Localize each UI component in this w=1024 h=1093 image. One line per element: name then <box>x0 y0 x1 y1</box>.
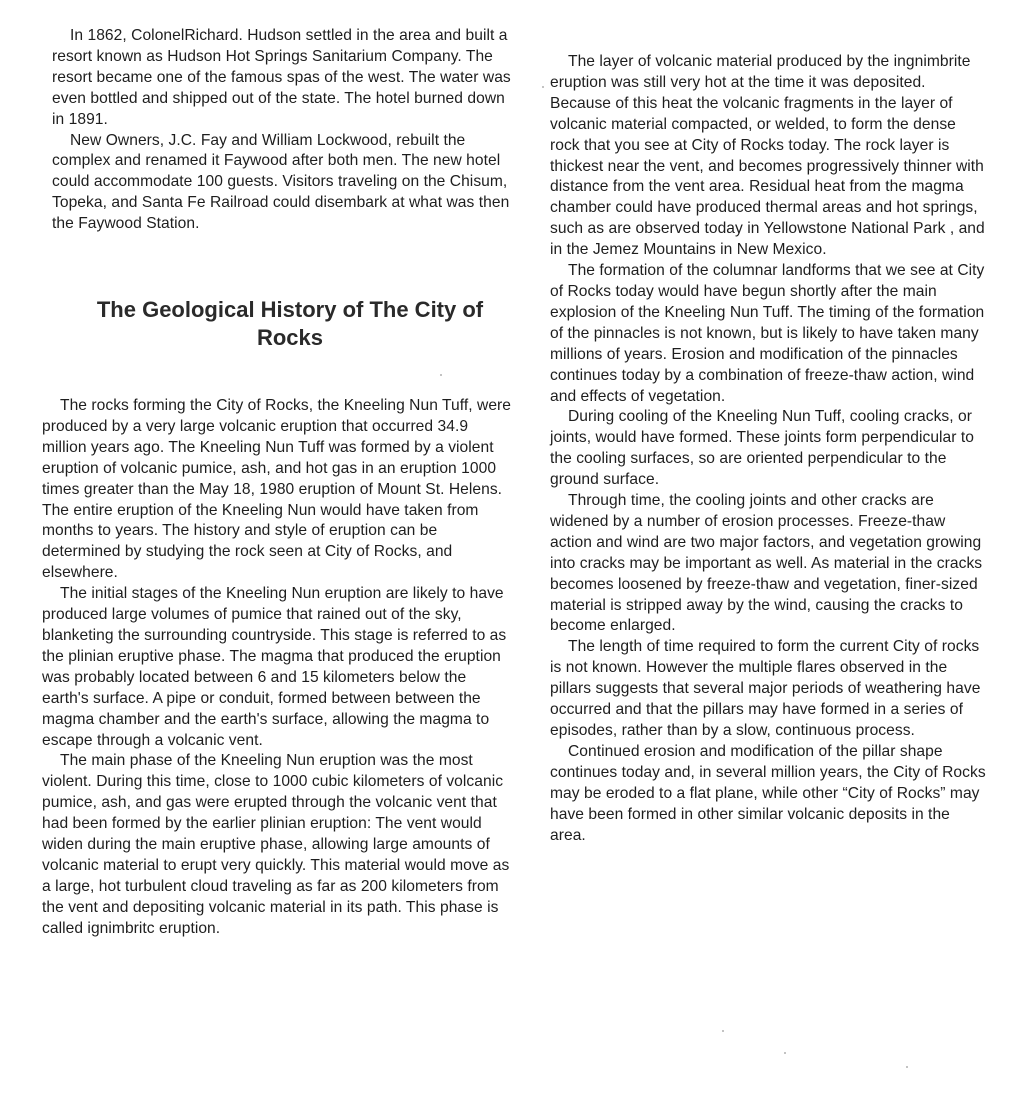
scan-speck <box>906 1066 908 1068</box>
geology-paragraph-5: The formation of the columnar landforms that we see at City of Rocks today would have begun shortly after the main explosion of the Kneeling Nun Tuff. The timing of the formation of the pinnacles is not known, but is likely to have taken many millions of years. Erosion and modification of the pinnacles continues today by a combination of freeze-thaw action, wind and effects of vegetation. <box>550 262 985 405</box>
geology-paragraph-4: The layer of volcanic material produced by the ingnimbrite eruption was still very hot at the time it was deposited. Because of this heat the volcanic fragments in the layer of volcanic material compacted, or welded, to form the dense rock that you see at City of Rocks today. The rock layer is thickest near the vent, and becomes progressively thinner with distance from the vent area. Residual heat from the magma chamber could have produced thermal areas and hot springs, such as are observed today in Yellowstone National Park , and in the Jemez Mountains in New Mexico. <box>550 53 985 259</box>
geology-paragraph-1: The rocks forming the City of Rocks, the Kneeling Nun Tuff, were produced by a very large volcanic eruption that occurred 34.9 million years ago. The Kneeling Nun Tuff was formed by a violent eruption of volcanic pumice, ash, and hot gas in an eruption 1000 times greater than the May 18, 1980 eruption of Mount St. Helens. The entire eruption of the Kneeling Nun would have taken from months to years. The history and style of eruption can be determined by studying the rock seen at City of Rocks, and elsewhere. <box>42 397 512 582</box>
geology-paragraph-9: Continued erosion and modification of the pillar shape continues today and, in several million years, the City of Rocks may be eroded to a flat plane, while other “City of Rocks” may have been formed in other similar volcanic deposits in the area. <box>550 742 986 844</box>
history-section <box>52 26 514 235</box>
geology-paragraph-7: Through time, the cooling joints and other cracks are widened by a number of erosion processes. Freeze-thaw action and wind are two major factors, and vegetation growing into cracks may be important as well. As material in the cracks becomes loosened by freeze-thaw and vegetation, finer-sized material is stripped away by the wind, causing the cracks to become enlarged. <box>550 492 983 635</box>
scan-speck <box>784 1052 786 1054</box>
scan-speck <box>722 1030 724 1032</box>
section-heading: The Geological History of The City of Rocks <box>96 297 484 350</box>
history-paragraph-1: In 1862, ColonelRichard. Hudson settled in the area and built a resort known as Hudson Hot Springs Sanitarium Company. The resort became one of the famous spas of the west. The water was even bottled and shipped out of the state. The hotel burned down in 1891. <box>52 27 511 128</box>
geology-right-column <box>550 52 986 846</box>
geology-paragraph-8: The length of time required to form the current City of rocks is not known. However the multiple flares observed in the pillars suggests that several major periods of weathering have occurred and that the pillars may have formed in a series of episodes, rather than by a slow, continuous process. <box>550 638 981 739</box>
history-paragraph-2: New Owners, J.C. Fay and William Lockwood, rebuilt the complex and renamed it Faywood after both men. The new hotel could accommodate 100 guests. Visitors traveling on the Chisum, Topeka, and Santa Fe Railroad could disembark at what was then the Faywood Station. <box>52 131 510 233</box>
scan-speck <box>542 86 544 88</box>
geology-paragraph-3: The main phase of the Kneeling Nun eruption was the most violent. During this time, close to 1000 cubic kilometers of volcanic pumice, ash, and gas were erupted through the volcanic vent that had been formed by the earlier plinian eruption: The vent would widen during the main eruptive phase, allowing large amounts of volcanic material to erupt very quickly. This material would move as a large, hot turbulent cloud traveling as far as 200 kilometers from the vent and depositing volcanic material in its path. This phase is called ignimbritc eruption. <box>42 752 510 937</box>
geology-paragraph-2: The initial stages of the Kneeling Nun eruption are likely to have produced large volumes of pumice that rained out of the sky, blanketing the surrounding countryside. This stage is referred to as the plinian eruptive phase. The magma that produced the eruption was probably located between 6 and 15 kilometers below the earth's surface. A pipe or conduit, formed between between the magma chamber and the earth's surface, allowing the magma to escape through a volcanic vent. <box>42 585 507 749</box>
scan-speck <box>440 374 442 376</box>
geology-left-column <box>42 396 512 940</box>
geology-paragraph-6: During cooling of the Kneeling Nun Tuff, cooling cracks, or joints, would have formed. These joints form perpendicular to the cooling surfaces, so are oriented perpendicular to the ground surface. <box>550 408 975 489</box>
